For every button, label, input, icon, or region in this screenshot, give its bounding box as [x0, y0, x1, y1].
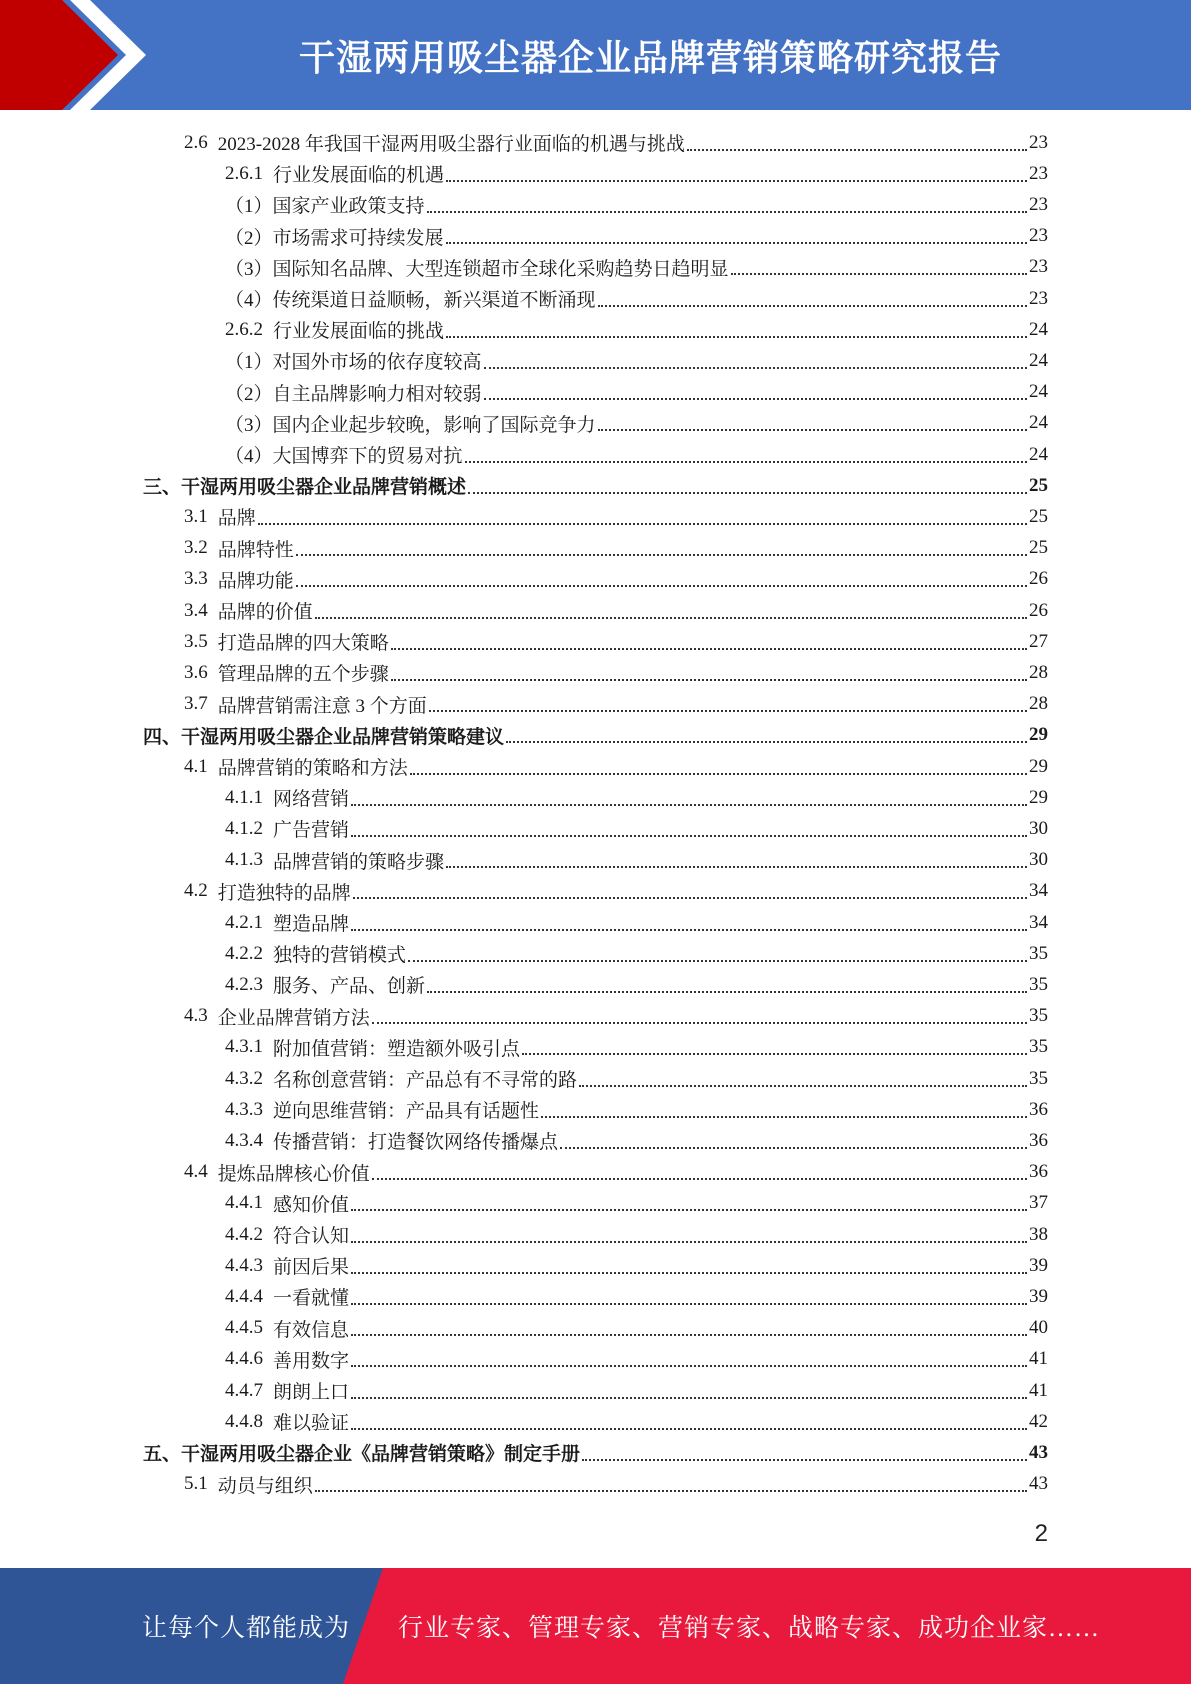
- toc-entry-page: 38: [1029, 1223, 1048, 1245]
- toc-dot-leader: [351, 1408, 1027, 1430]
- toc-dot-leader: [296, 534, 1027, 556]
- toc-entry-title: 动员与组织: [217, 1475, 313, 1497]
- toc-entry-title: 善用数字: [273, 1350, 350, 1372]
- toc-dot-leader: [560, 1127, 1027, 1149]
- toc-entry-title: （3）国内企业起步较晚，影响了国际竞争力: [225, 414, 596, 436]
- toc-entry-title: 品牌营销的策略和方法: [217, 758, 408, 779]
- toc-entry-page: 34: [1029, 911, 1048, 933]
- toc-entry-title: 塑造品牌: [273, 914, 350, 935]
- toc-entry[interactable]: [225, 845, 1048, 876]
- toc-entry[interactable]: [225, 252, 1048, 283]
- toc-entry[interactable]: [225, 1125, 1048, 1156]
- toc-entry-number: 4.4: [184, 1161, 208, 1183]
- toc-entry-title: 干湿两用吸尘器企业品牌营销概述: [181, 477, 467, 499]
- toc-entry[interactable]: [225, 377, 1048, 408]
- toc-entry-title: 难以验证: [273, 1413, 350, 1435]
- toc-dot-leader: [315, 597, 1027, 619]
- toc-entry-page: 24: [1029, 349, 1048, 371]
- toc-entry[interactable]: [225, 782, 1048, 813]
- toc-dot-leader: [579, 1065, 1027, 1087]
- page-number: 2: [1034, 1520, 1048, 1547]
- toc-dot-leader: [598, 409, 1027, 431]
- toc-dot-leader: [582, 1439, 1027, 1461]
- toc-entry[interactable]: [184, 564, 1048, 595]
- toc-entry-title: 行业发展面临的挑战: [273, 321, 445, 343]
- toc-entry-page: 24: [1029, 443, 1048, 465]
- toc-entry[interactable]: [184, 626, 1048, 657]
- toc-dot-leader: [351, 815, 1027, 837]
- toc-entry-title: 有效信息: [273, 1319, 350, 1341]
- toc-dot-leader: [446, 846, 1027, 868]
- toc-entry-number: 4.4.8: [225, 1410, 263, 1432]
- toc-entry-number: 4.3.3: [225, 1098, 263, 1120]
- toc-entry-number: 2.6.2: [225, 318, 263, 340]
- toc-entry-number: 3.5: [184, 630, 208, 652]
- toc-dot-leader: [446, 316, 1027, 338]
- toc-entry-title: 干湿两用吸尘器企业品牌营销策略建议: [181, 726, 505, 748]
- toc-entry[interactable]: [225, 158, 1048, 189]
- toc-entry-page: 28: [1029, 693, 1048, 715]
- toc-entry-title: 附加值营销：塑造额外吸引点: [273, 1038, 521, 1060]
- toc-entry-number: 五、: [143, 1444, 182, 1466]
- toc-entry-page: 27: [1029, 630, 1048, 652]
- toc-entry[interactable]: [225, 1375, 1048, 1406]
- toc-entry-page: 24: [1029, 381, 1048, 403]
- toc-dot-leader: [465, 441, 1027, 463]
- toc-entry[interactable]: [143, 720, 1048, 751]
- toc-entry-title: 品牌营销需注意 3 个方面: [217, 695, 427, 717]
- toc-entry-page: 28: [1029, 661, 1048, 683]
- toc-entry[interactable]: [143, 470, 1048, 501]
- toc-entry[interactable]: [184, 657, 1048, 688]
- toc-entry[interactable]: [184, 127, 1048, 158]
- toc-entry-number: 四、: [143, 726, 182, 748]
- toc-dot-leader: [541, 1096, 1027, 1118]
- toc-entry-page: 35: [1029, 973, 1048, 995]
- toc-entry-page: 35: [1029, 1067, 1048, 1089]
- toc-entry-page: 25: [1029, 537, 1048, 559]
- toc-entry-number: 4.4.1: [225, 1192, 263, 1214]
- toc-entry-number: 4.4.3: [225, 1254, 263, 1276]
- toc-entry-title: （4）传统渠道日益顺畅，新兴渠道不断涌现: [225, 290, 596, 311]
- toc-entry-number: 3.7: [184, 693, 208, 715]
- toc-entry-page: 35: [1029, 1005, 1048, 1027]
- toc-dot-leader: [446, 160, 1027, 182]
- toc-dot-leader: [731, 253, 1027, 275]
- toc-dot-leader: [410, 753, 1027, 775]
- toc-entry[interactable]: [225, 907, 1048, 938]
- toc-entry-page: 40: [1029, 1317, 1048, 1339]
- toc-entry-number: 4.4.5: [225, 1317, 263, 1339]
- toc-entry-title: （2）自主品牌影响力相对较弱: [225, 383, 482, 405]
- report-title: 干湿两用吸尘器企业品牌营销策略研究报告: [298, 36, 1002, 78]
- toc-entry-title: 企业品牌营销方法: [217, 1007, 370, 1029]
- toc-entry-number: 三、: [143, 477, 182, 499]
- toc-entry-page: 39: [1029, 1254, 1048, 1276]
- toc-entry-number: 4.4.4: [225, 1285, 263, 1307]
- toc-entry-title: 传播营销：打造餐饮网络传播爆点: [273, 1132, 559, 1154]
- toc-entry[interactable]: [184, 689, 1048, 720]
- toc-entry-title: 提炼品牌核心价值: [217, 1163, 370, 1185]
- toc-entry-page: 41: [1029, 1348, 1048, 1370]
- toc-entry-title: 品牌: [217, 508, 256, 530]
- toc-dot-leader: [522, 1033, 1027, 1055]
- toc-entry[interactable]: [225, 1063, 1048, 1094]
- toc-entry-number: 4.4.6: [225, 1348, 263, 1370]
- toc-entry-number: 4.1.2: [225, 817, 263, 839]
- toc-dot-leader: [687, 129, 1027, 151]
- toc-entry-title: 名称创意营销：产品总有不寻常的路: [273, 1070, 578, 1091]
- toc-entry-number: 2.6: [184, 131, 208, 153]
- toc-entry[interactable]: [143, 1437, 1048, 1468]
- toc-entry-title: 符合认知: [273, 1226, 350, 1247]
- toc-entry-number: 2.6.1: [225, 162, 263, 184]
- toc-entry-number: 4.3: [184, 1005, 208, 1027]
- toc-dot-leader: [468, 472, 1027, 494]
- toc-entry[interactable]: [225, 1313, 1048, 1344]
- toc-dot-leader: [351, 1252, 1027, 1274]
- toc-entry-title: （1）国家产业政策支持: [225, 196, 425, 218]
- toc-entry-title: 感知价值: [273, 1194, 350, 1216]
- toc-entry-title: 行业发展面临的机遇: [273, 165, 445, 187]
- toc-entry-number: 3.6: [184, 661, 208, 683]
- toc-entry-page: 23: [1029, 225, 1048, 247]
- toc-dot-leader: [427, 191, 1027, 213]
- arrow-chevron-decoration: [0, 0, 160, 110]
- toc-entry[interactable]: [225, 283, 1048, 314]
- toc-entry[interactable]: [184, 751, 1048, 782]
- toc-entry-page: 30: [1029, 817, 1048, 839]
- toc-entry-number: 4.3.4: [225, 1129, 263, 1151]
- footer-slogan-left: 让每个人都能成为: [142, 1615, 351, 1642]
- toc-dot-leader: [391, 659, 1027, 681]
- toc-entry-title: 品牌营销的策略步骤: [273, 851, 445, 873]
- toc-entry[interactable]: [225, 1250, 1048, 1281]
- toc-entry-page: 43: [1029, 1441, 1048, 1463]
- toc-entry-title: 广告营销: [273, 820, 350, 842]
- toc-entry-page: 41: [1029, 1379, 1048, 1401]
- toc-entry-number: 4.2.2: [225, 942, 263, 964]
- toc-entry-number: 4.1: [184, 755, 208, 777]
- toc-entry[interactable]: [225, 813, 1048, 844]
- page-footer: [0, 1568, 1191, 1684]
- toc-entry-title: 网络营销: [273, 789, 350, 811]
- toc-dot-leader: [353, 877, 1027, 899]
- toc-entry-number: 3.3: [184, 568, 208, 590]
- toc-entry-title: 一看就懂: [273, 1288, 350, 1310]
- toc-entry-number: 4.1.3: [225, 849, 263, 871]
- toc-dot-leader: [506, 721, 1027, 743]
- toc-entry-number: 4.2: [184, 880, 208, 902]
- toc-entry-page: 25: [1029, 474, 1048, 496]
- toc-entry-title: （1）对国外市场的依存度较高: [225, 352, 482, 374]
- footer-slogan-right: 行业专家、管理专家、营销专家、战略专家、成功企业家……: [398, 1615, 1101, 1642]
- toc-entry-page: 29: [1029, 755, 1048, 777]
- toc-entry-page: 24: [1029, 412, 1048, 434]
- toc-entry[interactable]: [225, 439, 1048, 470]
- toc-entry-page: 23: [1029, 287, 1048, 309]
- toc-dot-leader: [372, 1002, 1027, 1024]
- toc-dot-leader: [351, 784, 1027, 806]
- toc-entry-number: 4.2.1: [225, 911, 263, 933]
- toc-entry-title: 前因后果: [273, 1257, 350, 1279]
- toc-entry[interactable]: [225, 345, 1048, 376]
- toc-entry-number: 4.3.2: [225, 1067, 263, 1089]
- toc-entry[interactable]: [225, 1281, 1048, 1312]
- toc-entry[interactable]: [184, 876, 1048, 907]
- toc-entry-number: 3.4: [184, 599, 208, 621]
- toc-dot-leader: [351, 1345, 1027, 1367]
- toc-entry-number: 4.4.7: [225, 1379, 263, 1401]
- toc-entry-number: 4.2.3: [225, 973, 263, 995]
- toc-entry-number: 4.3.1: [225, 1036, 263, 1058]
- toc-entry-number: 5.1: [184, 1473, 208, 1495]
- toc-entry-title: 管理品牌的五个步骤: [217, 664, 389, 686]
- toc-entry[interactable]: [225, 1344, 1048, 1375]
- toc-entry-number: 4.4.2: [225, 1223, 263, 1245]
- toc-entry-page: 35: [1029, 942, 1048, 964]
- toc-entry-title: 品牌特性: [217, 539, 294, 561]
- toc-entry[interactable]: [184, 533, 1048, 564]
- toc-dot-leader: [258, 503, 1027, 525]
- toc-entry-page: 29: [1029, 724, 1048, 746]
- toc-entry[interactable]: [184, 1001, 1048, 1032]
- toc-entry-title: （3）国际知名品牌、大型连锁超市全球化采购趋势日趋明显: [225, 258, 729, 280]
- toc-dot-leader: [296, 565, 1027, 587]
- toc-dot-leader: [408, 940, 1027, 962]
- toc-entry-title: 服务、产品、创新: [273, 976, 426, 998]
- toc-entry-title: 2023-2028 年我国干湿两用吸尘器行业面临的机遇与挑战: [217, 134, 685, 155]
- toc-entry-page: 23: [1029, 131, 1048, 153]
- toc-entry-page: 23: [1029, 256, 1048, 278]
- page-header: [0, 0, 1191, 110]
- toc-entry-number: 4.1.1: [225, 786, 263, 808]
- toc-entry[interactable]: [225, 1032, 1048, 1063]
- toc-dot-leader: [351, 909, 1027, 931]
- toc-entry[interactable]: [225, 314, 1048, 345]
- toc-entry-page: 35: [1029, 1036, 1048, 1058]
- toc-dot-leader: [429, 690, 1027, 712]
- toc-entry-page: 36: [1029, 1098, 1048, 1120]
- toc-dot-leader: [351, 1221, 1027, 1243]
- toc-dot-leader: [315, 1470, 1027, 1492]
- toc-entry[interactable]: [225, 189, 1048, 220]
- toc-entry-title: 独特的营销模式: [273, 945, 407, 967]
- toc-entry-page: 30: [1029, 849, 1048, 871]
- toc-entry-page: 25: [1029, 505, 1048, 527]
- toc-entry-page: 23: [1029, 193, 1048, 215]
- toc-entry-title: （2）市场需求可持续发展: [225, 227, 444, 249]
- toc-entry-page: 36: [1029, 1161, 1048, 1183]
- toc-entry-title: 朗朗上口: [273, 1382, 350, 1403]
- toc-dot-leader: [372, 1158, 1027, 1180]
- toc-entry[interactable]: [184, 1469, 1048, 1500]
- toc-entry[interactable]: [225, 969, 1048, 1000]
- toc-entry-title: 品牌的价值: [217, 602, 313, 623]
- toc-entry[interactable]: [184, 1157, 1048, 1188]
- toc-entry-page: 26: [1029, 568, 1048, 590]
- toc-entry[interactable]: [184, 595, 1048, 626]
- toc-dot-leader: [391, 628, 1027, 650]
- toc-entry[interactable]: [225, 1406, 1048, 1437]
- toc-entry-page: 34: [1029, 880, 1048, 902]
- toc-dot-leader: [427, 971, 1027, 993]
- toc-entry-number: 3.1: [184, 505, 208, 527]
- toc-entry-title: （4）大国博弈下的贸易对抗: [225, 446, 463, 467]
- toc-dot-leader: [484, 347, 1027, 369]
- toc-entry-title: 打造独特的品牌: [217, 882, 351, 904]
- toc-entry-page: 36: [1029, 1129, 1048, 1151]
- toc-entry[interactable]: [225, 938, 1048, 969]
- toc-entry[interactable]: [225, 221, 1048, 252]
- toc-entry-title: 打造品牌的四大策略: [217, 633, 389, 655]
- toc-entry[interactable]: [184, 501, 1048, 532]
- toc-dot-leader: [351, 1377, 1027, 1399]
- toc-dot-leader: [351, 1283, 1027, 1305]
- toc-dot-leader: [351, 1314, 1027, 1336]
- toc-entry-page: 24: [1029, 318, 1048, 340]
- toc-entry-title: 逆向思维营销：产品具有话题性: [273, 1101, 540, 1123]
- toc-entry-title: 干湿两用吸尘器企业《品牌营销策略》制定手册: [181, 1444, 581, 1466]
- toc-entry-title: 品牌功能: [217, 570, 294, 592]
- toc-entry-page: 37: [1029, 1192, 1048, 1214]
- toc-dot-leader: [351, 1189, 1027, 1211]
- toc-entry[interactable]: [225, 1094, 1048, 1125]
- toc-entry-page: 43: [1029, 1473, 1048, 1495]
- toc-entry-page: 42: [1029, 1410, 1048, 1432]
- toc-dot-leader: [598, 285, 1027, 307]
- toc-entry-number: 3.2: [184, 537, 208, 559]
- toc-entry-page: 29: [1029, 786, 1048, 808]
- toc-dot-leader: [446, 222, 1027, 244]
- toc-entry-page: 39: [1029, 1285, 1048, 1307]
- toc-dot-leader: [484, 378, 1027, 400]
- toc-entry[interactable]: [225, 408, 1048, 439]
- toc-entry-page: 26: [1029, 599, 1048, 621]
- toc-entry[interactable]: [225, 1188, 1048, 1219]
- toc-entry-page: 23: [1029, 162, 1048, 184]
- toc-entry[interactable]: [225, 1219, 1048, 1250]
